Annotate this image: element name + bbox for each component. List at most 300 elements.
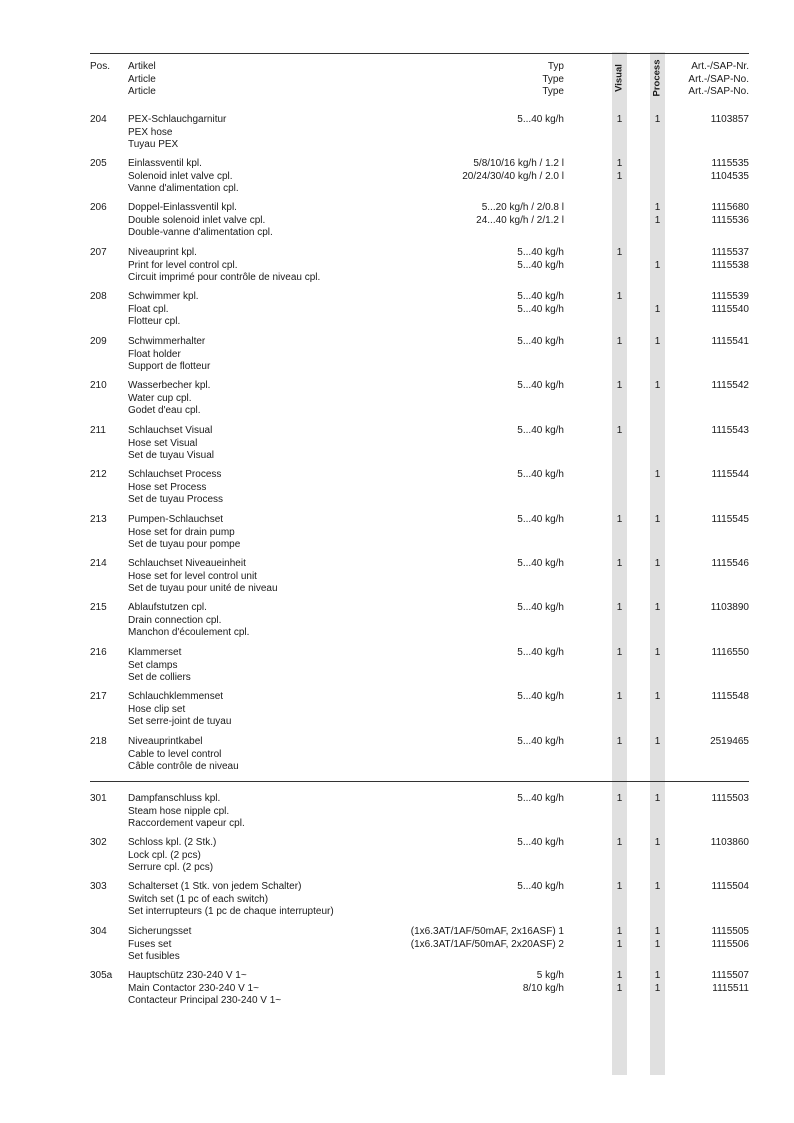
part-number-line: 1115546 [711,558,749,569]
part-number-line: 1115506 [711,938,749,950]
part-number-line: 1104535 [710,170,749,182]
part-visual-qty [612,647,627,660]
part-article [128,602,249,640]
part-position: 302 [90,837,107,848]
part-number [711,114,749,127]
part-number-line: 1115504 [711,881,749,892]
part-process-qty [650,647,665,660]
part-article [128,837,216,875]
part-position: 305a [90,970,113,981]
part-visual-qty-line: 1 [616,736,623,747]
part-number-line: 1103890 [710,602,749,613]
part-visual-qty-line: 1 [616,114,623,125]
part-process-qty [650,514,665,527]
part-article-line: Set de tuyau pour pompe [128,539,241,551]
part-number-line: 1115536 [711,214,749,226]
part-visual-qty-line: 1 [616,938,623,950]
part-visual-qty [612,425,627,438]
part-process-qty-line: 1 [654,202,661,213]
part-visual-qty-line [612,215,627,228]
part-number-line: 1103857 [710,114,749,125]
part-number [712,647,749,660]
part-process-qty [650,380,665,393]
part-article-line: Switch set (1 pc of each switch) [128,893,269,905]
part-type [517,736,564,749]
part-process-qty [650,691,665,704]
part-article-line: Dampfanschluss kpl. [128,793,221,804]
part-number [710,736,749,749]
part-type-line: 5...40 kg/h [517,469,564,480]
part-visual-qty [612,837,627,850]
part-process-qty-line: 1 [654,259,661,271]
part-position: 211 [90,425,106,436]
part-position: 214 [90,558,107,569]
part-article [128,514,240,552]
part-type [411,926,564,951]
part-visual-qty [612,380,627,393]
part-article-line: Schlauchset Niveaueinheit [128,558,246,569]
section-divider [90,781,749,782]
part-number [712,336,749,349]
part-process-qty-line: 1 [654,837,661,848]
header-artnr-fr: Art.-/SAP-No. [688,86,749,98]
part-type [517,647,564,660]
part-visual-qty-line: 1 [616,336,623,347]
part-process-qty-line: 1 [654,214,661,226]
part-article-line: Schalterset (1 Stk. von jedem Schalter) [128,881,302,892]
part-process-qty [650,202,665,227]
part-process-qty-line: 1 [654,736,661,747]
part-number-line: 1115545 [711,514,749,525]
part-visual-qty-line: 1 [616,881,623,892]
part-process-qty-line: 1 [654,647,661,658]
part-number-line: 2519465 [710,736,749,747]
part-type-line: 5...40 kg/h [517,380,564,391]
header-artnr-de: Art.-/SAP-Nr. [691,61,749,72]
part-process-qty-line: 1 [654,469,661,480]
part-article-line: Main Contactor 230-240 V 1~ [128,982,259,994]
part-visual-qty-line: 1 [616,647,623,658]
part-type-line: 5...40 kg/h [517,647,564,658]
header-article-de: Artikel [128,61,156,72]
part-article-line: Manchon d'écoulement cpl. [128,627,250,639]
header-pos: Pos. [90,61,111,72]
part-visual-qty-line: 1 [616,793,623,804]
part-type-line: 5...40 kg/h [517,291,564,302]
part-article-line: Float cpl. [128,303,169,315]
part-process-qty [650,247,665,272]
part-article-line: Hose set Process [128,481,207,493]
part-process-qty-line: 1 [654,380,661,391]
part-article-line: Hose set for level control unit [128,570,257,582]
part-type-line: 5...40 kg/h [517,425,564,436]
header-type-fr: Type [542,86,564,98]
part-article [128,736,239,774]
part-article-line: Contacteur Principal 230-240 V 1~ [128,995,282,1007]
part-type [517,514,564,527]
part-type [517,336,564,349]
part-visual-qty-line: 1 [616,425,623,436]
part-number [712,691,749,704]
part-process-qty-line [650,291,665,304]
part-position: 213 [90,514,107,525]
part-visual-qty-line [612,202,627,215]
part-type-line: 5/8/10/16 kg/h / 1.2 l [473,158,564,169]
part-number-line: 1115542 [711,380,749,391]
part-number-line: 1115680 [711,202,749,213]
part-article-line: Niveauprintkabel [128,736,203,747]
part-article-line: Tuyau PEX [128,139,179,151]
part-number [711,158,749,183]
part-type [523,970,564,995]
part-position: 206 [90,202,107,213]
part-number [711,837,749,850]
part-article-line: Serrure cpl. (2 pcs) [128,862,214,874]
part-number [712,970,749,995]
part-article-line: Sicherungsset [128,926,192,937]
part-article-line: Print for level control cpl. [128,259,238,271]
part-visual-qty-line: 1 [616,837,623,848]
part-type-line: 24...40 kg/h / 2/1.2 l [476,214,564,226]
part-type [476,202,564,227]
part-visual-qty [612,291,627,316]
part-article [128,469,223,507]
part-article-line: Set interrupteurs (1 pc de chaque interrupteur) [128,906,334,918]
part-article [128,881,334,919]
part-article-line: Schwimmer kpl. [128,291,199,302]
part-article-line: Set de colliers [128,672,191,684]
part-type [517,114,564,127]
header-type [542,61,564,99]
part-process-qty [650,926,665,951]
part-article-line: Schlauchset Visual [128,425,213,436]
part-number [712,247,749,272]
part-visual-qty-line: 1 [616,158,623,169]
part-visual-qty [612,602,627,615]
part-process-qty [650,291,665,316]
part-article-line: Hose set Visual [128,437,198,449]
part-visual-qty [612,247,627,272]
part-type [517,691,564,704]
part-process-qty-line: 1 [654,982,661,994]
part-article-line: Circuit imprimé pour contrôle de niveau cpl. [128,272,321,284]
part-visual-qty [612,558,627,571]
part-article [128,558,278,596]
part-article-line: Wasserbecher kpl. [128,380,211,391]
part-number-line: 1115541 [711,336,749,347]
part-visual-qty-line: 1 [616,982,623,994]
header-artnr-en: Art.-/SAP-No. [688,73,749,85]
part-visual-qty-line: 1 [616,691,623,702]
part-type-line: 5...40 kg/h [517,514,564,525]
part-number [712,202,749,227]
part-number [711,602,749,615]
part-type-line: (1x6.3AT/1AF/50mAF, 2x16ASF) 1 [410,926,564,937]
part-visual-qty-line: 1 [616,247,623,258]
part-type-line: 5...40 kg/h [517,259,564,271]
part-article-line: Hose clip set [128,703,186,715]
part-process-qty [650,736,665,749]
part-article-line: Set de tuyau Visual [128,450,214,462]
part-article-line: Pumpen-Schlauchset [128,514,224,525]
part-position: 207 [90,247,107,258]
part-type [517,291,564,316]
part-position: 218 [90,736,107,747]
part-visual-qty-line: 1 [616,291,623,302]
part-visual-qty-line [612,304,627,317]
part-number [712,926,749,951]
part-type-line: 5...40 kg/h [517,114,564,125]
part-visual-qty [612,691,627,704]
part-article-line: Godet d'eau cpl. [128,405,201,417]
part-article-line: Schloss kpl. (2 Stk.) [128,837,217,848]
part-article-line: PEX hose [128,126,173,138]
part-visual-qty [612,514,627,527]
part-process-qty-line: 1 [654,691,661,702]
part-type-line: 5...40 kg/h [517,881,564,892]
part-position: 216 [90,647,107,658]
part-process-qty-line: 1 [654,970,661,981]
part-process-qty [650,970,665,995]
part-number [712,291,749,316]
part-type-line: 5...40 kg/h [517,837,564,848]
part-type-line: 20/24/30/40 kg/h / 2.0 l [462,170,564,182]
part-position: 304 [90,926,107,937]
part-number-line: 1115535 [711,158,749,169]
part-number [712,558,749,571]
part-number-line: 1115538 [711,259,749,271]
part-type-line: 5...40 kg/h [517,336,564,347]
header-type-de: Typ [547,61,564,72]
part-position: 208 [90,291,107,302]
part-position: 210 [90,380,107,391]
header-article [128,61,156,99]
part-visual-qty [612,736,627,749]
part-article-line: Ablaufstutzen cpl. [128,602,207,613]
part-process-qty-line: 1 [654,926,661,937]
part-visual-qty-line: 1 [616,602,623,613]
part-article [128,647,191,685]
part-type-line: 5...40 kg/h [517,736,564,747]
header-type-en: Type [542,73,564,85]
header-article-fr: Article [128,86,156,98]
part-process-qty-line [650,158,665,171]
part-process-qty [650,602,665,615]
part-type [517,380,564,393]
header-visual [612,54,627,102]
part-article-line: Hose set for drain pump [128,526,235,538]
part-article-line: Set fusibles [128,951,180,963]
header-visual-label: Visual [613,64,625,92]
part-type-line: 5...40 kg/h [517,602,564,613]
part-article-line: Set serre-joint de tuyau [128,716,232,728]
part-article-line: Câble contrôle de niveau [128,761,239,773]
part-number [712,380,749,393]
part-visual-qty-line: 1 [616,558,623,569]
part-article-line: Raccordement vapeur cpl. [128,818,245,830]
part-number-line: 1103860 [710,837,749,848]
part-number-line: 1115505 [711,926,749,937]
part-article-line: Vanne d'alimentation cpl. [128,183,239,195]
part-visual-qty [612,793,627,806]
header-process-label: Process [651,59,663,97]
part-type [517,247,564,272]
part-visual-qty [612,970,627,995]
header-artnr [688,61,749,99]
part-article-line: Schwimmerhalter [128,336,206,347]
part-article-line: Support de flotteur [128,361,211,373]
part-position: 215 [90,602,107,613]
part-number-line: 1116550 [711,647,749,658]
part-article-line: Lock cpl. (2 pcs) [128,849,201,861]
part-visual-qty-line: 1 [616,926,623,937]
part-type [517,469,564,482]
part-position: 212 [90,469,107,480]
part-article [128,158,239,196]
part-process-qty-line [650,425,665,438]
part-article-line: Klammerset [128,647,182,658]
part-article [128,380,210,418]
part-number-line: 1115540 [711,303,749,315]
part-article-line: Drain connection cpl. [128,614,222,626]
part-visual-qty [612,202,627,227]
part-type-line: 5...40 kg/h [517,303,564,315]
part-number [712,514,749,527]
part-process-qty-line [650,247,665,260]
part-article-line: Double-vanne d'alimentation cpl. [128,227,273,239]
part-article [128,114,226,152]
part-type [517,602,564,615]
part-type-line: 5...20 kg/h / 2/0.8 l [481,202,564,213]
part-number-line: 1115511 [712,982,749,994]
part-position: 217 [90,691,107,702]
part-article-line: Flotteur cpl. [128,316,181,328]
part-type [517,425,564,438]
part-number [712,881,749,894]
part-article-line: Einlassventil kpl. [128,158,202,169]
part-visual-qty-line: 1 [616,170,623,182]
part-type-line: 8/10 kg/h [522,982,564,994]
part-article-line: Doppel-Einlassventil kpl. [128,202,237,213]
part-process-qty [650,336,665,349]
part-number [712,793,749,806]
part-process-qty-line: 1 [654,514,661,525]
part-process-qty-line: 1 [654,793,661,804]
part-position: 205 [90,158,107,169]
part-article [128,425,214,463]
part-article-line: Set de tuyau pour unité de niveau [128,583,278,595]
part-visual-qty [612,469,627,482]
part-type [517,793,564,806]
part-number [712,425,749,438]
part-type-line: (1x6.3AT/1AF/50mAF, 2x20ASF) 2 [410,938,564,950]
header-process [650,54,665,102]
part-visual-qty-line: 1 [616,970,623,981]
part-visual-qty-line [612,260,627,273]
part-article-line: PEX-Schlauchgarnitur [128,114,227,125]
part-number-line: 1115548 [711,691,749,702]
part-article [128,691,231,729]
part-type [517,558,564,571]
part-number-line: 1115544 [711,469,749,480]
part-visual-qty [612,881,627,894]
part-type [462,158,564,183]
part-type-line: 5...40 kg/h [517,247,564,258]
part-process-qty-line: 1 [654,114,661,125]
part-article [128,247,320,285]
part-article-line: Set de tuyau Process [128,494,224,506]
part-process-qty-line: 1 [654,938,661,950]
part-process-qty [650,558,665,571]
part-article-line: Niveauprint kpl. [128,247,197,258]
part-number-line: 1115503 [711,793,749,804]
part-position: 209 [90,336,107,347]
part-type-line: 5 kg/h [536,970,564,981]
part-visual-qty-line [612,469,627,482]
part-number [712,469,749,482]
part-visual-qty [612,158,627,183]
part-type-line: 5...40 kg/h [517,691,564,702]
part-article-line: Solenoid inlet valve cpl. [128,170,233,182]
part-article-line: Schlauchset Process [128,469,222,480]
part-article-line: Cable to level control [128,748,222,760]
part-process-qty-line: 1 [654,558,661,569]
part-process-qty-line: 1 [654,336,661,347]
part-visual-qty-line: 1 [616,380,623,391]
part-position: 303 [90,881,107,892]
part-article-line: Steam hose nipple cpl. [128,805,230,817]
part-process-qty [650,158,665,183]
part-process-qty-line: 1 [654,881,661,892]
part-process-qty-line [650,171,665,184]
part-process-qty [650,837,665,850]
part-process-qty-line: 1 [654,602,661,613]
part-number-line: 1115543 [711,425,749,436]
part-article [128,970,281,1008]
part-process-qty [650,425,665,438]
part-process-qty [650,469,665,482]
part-number-line: 1115537 [711,247,749,258]
part-position: 301 [90,793,107,804]
part-visual-qty [612,114,627,127]
part-process-qty [650,793,665,806]
header-article-en: Article [128,73,156,85]
part-article [128,336,210,374]
part-article-line: Hauptschütz 230-240 V 1~ [128,970,247,981]
part-article-line: Float holder [128,348,181,360]
part-article-line: Schlauchklemmenset [128,691,224,702]
part-number-line: 1115507 [711,970,749,981]
part-article-line: Set clamps [128,659,178,671]
part-visual-qty [612,926,627,951]
part-visual-qty [612,336,627,349]
part-type-line: 5...40 kg/h [517,793,564,804]
part-article [128,793,245,831]
part-article [128,291,199,329]
part-process-qty [650,114,665,127]
part-article-line: Fuses set [128,938,172,950]
part-process-qty [650,881,665,894]
part-visual-qty-line: 1 [616,514,623,525]
part-number-line: 1115539 [711,291,749,302]
part-type-line: 5...40 kg/h [517,558,564,569]
part-article [128,926,191,964]
part-article-line: Double solenoid inlet valve cpl. [128,214,266,226]
part-type [517,881,564,894]
part-article [128,202,273,240]
part-type [517,837,564,850]
part-article-line: Water cup cpl. [128,392,192,404]
